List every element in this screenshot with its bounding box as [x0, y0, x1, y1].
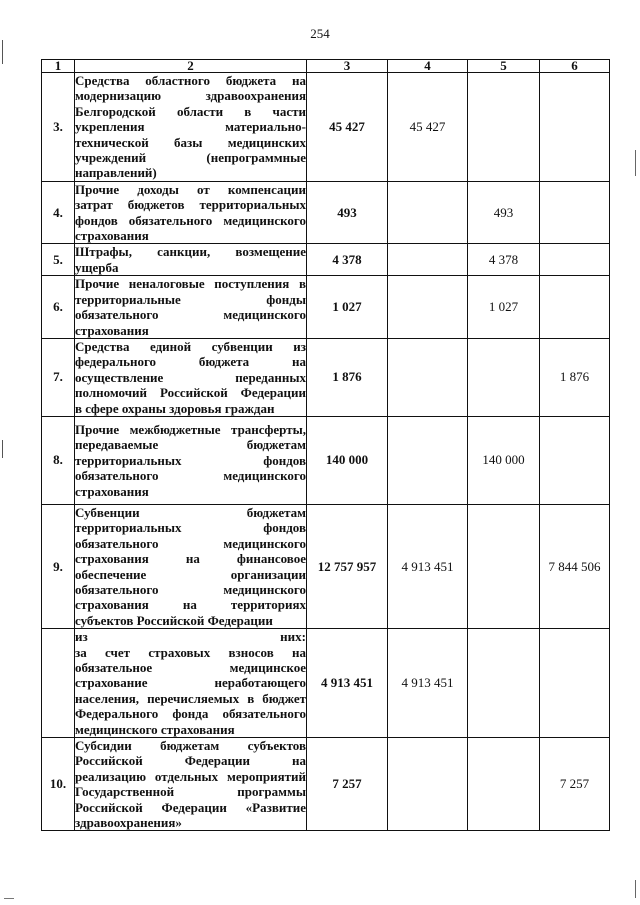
row-description: [75, 276, 307, 339]
description-line: технической базы медицинских: [75, 134, 306, 150]
table-row: [42, 73, 610, 182]
value-cell-col6: 1 876: [540, 338, 610, 416]
value-cell-col5: 140 000: [468, 416, 540, 504]
description-line: территориальных фондов: [75, 520, 306, 536]
description-line: Средства областного бюджета на: [75, 73, 306, 88]
description-line: Федерального фонда обязательного: [75, 706, 306, 722]
description-line: страхования: [75, 483, 149, 499]
value-cell-col3: 4 378: [307, 244, 388, 276]
value-cell-col5: 4 378: [468, 244, 540, 276]
description-line: федерального бюджета на: [75, 354, 306, 370]
column-header: 2: [75, 60, 307, 73]
row-number: 5.: [42, 244, 75, 276]
row-description: [75, 338, 307, 416]
description-line: фондов обязательного медицинского: [75, 212, 306, 228]
description-line: обязательного медицинского: [75, 581, 306, 597]
value-cell-col3: 12 757 957: [307, 504, 388, 628]
description-line: обязательного медицинского: [75, 307, 306, 323]
description-line: полномочий Российской Федерации: [75, 385, 306, 401]
description-line: реализацию отдельных мероприятий: [75, 768, 306, 784]
row-number: 7.: [42, 338, 75, 416]
description-line: обязательное медицинское: [75, 660, 306, 675]
scan-edge-mark: [635, 880, 636, 898]
description-line: обязательного медицинского: [75, 535, 306, 551]
value-cell-col3: 4 913 451: [307, 629, 388, 738]
row-number: 8.: [42, 416, 75, 504]
description-line: ущерба: [75, 259, 119, 275]
column-header: 1: [42, 60, 75, 73]
value-cell-col3: 1 027: [307, 276, 388, 339]
description-line: Субсидии бюджетам субъектов: [75, 738, 306, 754]
value-cell-col4: 45 427: [388, 73, 468, 182]
scan-edge-mark: [635, 150, 636, 176]
description-line: в сфере охраны здоровья граждан: [75, 400, 275, 416]
description-line: передаваемые бюджетам: [75, 437, 306, 453]
table-row: [42, 181, 610, 244]
description-line: Субвенции бюджетам: [75, 504, 306, 520]
row-number: 4.: [42, 181, 75, 244]
value-cell-col3: 45 427: [307, 73, 388, 182]
value-cell-col5: [468, 73, 540, 182]
row-description: [75, 416, 307, 504]
table-header-row: [42, 60, 610, 73]
table-body: [42, 73, 610, 831]
value-cell-col5: 493: [468, 181, 540, 244]
value-cell-col4: [388, 276, 468, 339]
description-line: страхования: [75, 322, 149, 338]
column-header: 6: [540, 60, 610, 73]
value-cell-col4: [388, 181, 468, 244]
row-number: 10.: [42, 738, 75, 831]
table-row: [42, 629, 610, 738]
value-cell-col3: 493: [307, 181, 388, 244]
description-line: Государственной программы: [75, 784, 306, 800]
scan-edge-mark: [2, 40, 3, 64]
scan-edge-mark: [2, 440, 3, 458]
description-line: Российской Федерации «Развитие: [75, 799, 306, 815]
row-description: [75, 244, 307, 276]
value-cell-col6: 7 844 506: [540, 504, 610, 628]
value-cell-col6: [540, 276, 610, 339]
table-row: [42, 276, 610, 339]
column-header: 5: [468, 60, 540, 73]
row-description: [75, 629, 307, 738]
value-cell-col4: [388, 338, 468, 416]
value-cell-col4: [388, 738, 468, 831]
description-line: страхования: [75, 228, 149, 244]
description-line: за счет страховых взносов на: [75, 644, 306, 660]
table-row: [42, 244, 610, 276]
value-cell-col6: [540, 73, 610, 182]
budget-table: [41, 59, 610, 831]
description-line: осуществление переданных: [75, 369, 306, 385]
description-line: Российской Федерации на: [75, 753, 306, 769]
value-cell-col4: 4 913 451: [388, 504, 468, 628]
description-line: затрат бюджетов территориальных: [75, 197, 306, 213]
scan-edge-mark: [4, 898, 14, 899]
description-line: медицинского страхования: [75, 721, 235, 737]
value-cell-col5: [468, 338, 540, 416]
description-line: здравоохранения»: [75, 815, 182, 831]
value-cell-col6: 7 257: [540, 738, 610, 831]
row-number: 3.: [42, 73, 75, 182]
row-number: [42, 629, 75, 738]
value-cell-col6: [540, 244, 610, 276]
value-cell-col6: [540, 629, 610, 738]
table-row: [42, 416, 610, 504]
description-line: субъектов Российской Федерации: [75, 612, 273, 628]
description-line: Белгородской области в части: [75, 103, 306, 119]
value-cell-col5: [468, 738, 540, 831]
value-cell-col6: [540, 416, 610, 504]
value-cell-col5: [468, 629, 540, 738]
value-cell-col6: [540, 181, 610, 244]
value-cell-col4: [388, 416, 468, 504]
description-line: Штрафы, санкции, возмещение: [75, 244, 306, 260]
description-line: из них:: [75, 629, 306, 645]
value-cell-col3: 140 000: [307, 416, 388, 504]
description-line: укрепления материально-: [75, 119, 306, 135]
row-number: 6.: [42, 276, 75, 339]
description-line: учреждений (непрограммные: [75, 150, 306, 166]
description-line: территориальных фондов: [75, 452, 306, 468]
row-description: [75, 181, 307, 244]
description-line: направлений): [75, 165, 157, 181]
description-line: страхования на территориях: [75, 597, 306, 613]
table-row: [42, 504, 610, 628]
description-line: страхование неработающего: [75, 675, 306, 691]
table-row: [42, 738, 610, 831]
description-line: Прочие доходы от компенсации: [75, 181, 306, 197]
description-line: населения, перечисляемых в бюджет: [75, 690, 306, 706]
row-description: [75, 504, 307, 628]
value-cell-col4: [388, 244, 468, 276]
value-cell-col3: 1 876: [307, 338, 388, 416]
row-description: [75, 738, 307, 831]
column-header: 3: [307, 60, 388, 73]
description-line: модернизацию здравоохранения: [75, 88, 306, 104]
value-cell-col5: [468, 504, 540, 628]
row-description: [75, 73, 307, 182]
description-line: обеспечение организации: [75, 566, 306, 582]
column-header: 4: [388, 60, 468, 73]
table-row: [42, 338, 610, 416]
description-line: Прочие межбюджетные трансферты,: [75, 421, 306, 437]
value-cell-col4: 4 913 451: [388, 629, 468, 738]
value-cell-col3: 7 257: [307, 738, 388, 831]
page-number: 254: [310, 26, 330, 41]
description-line: Прочие неналоговые поступления в: [75, 276, 306, 292]
description-line: обязательного медицинского: [75, 468, 306, 484]
description-line: Средства единой субвенции из: [75, 338, 306, 354]
row-number: 9.: [42, 504, 75, 628]
description-line: страхования на финансовое: [75, 551, 306, 567]
value-cell-col5: 1 027: [468, 276, 540, 339]
description-line: территориальные фонды: [75, 291, 306, 307]
